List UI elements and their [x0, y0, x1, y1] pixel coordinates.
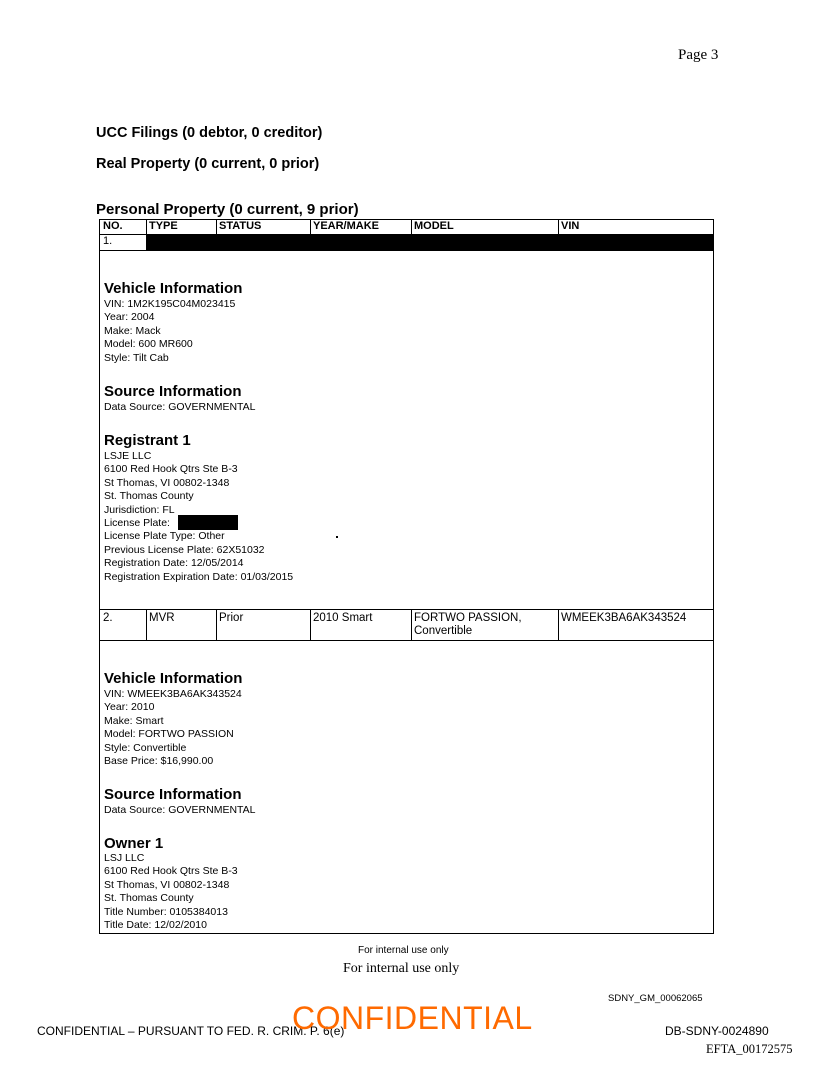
redaction-bar: [146, 234, 714, 250]
column-header-year-make: YEAR/MAKE: [313, 220, 380, 232]
ucc-filings-heading: UCC Filings (0 debtor, 0 creditor): [96, 125, 323, 141]
vehicle-vin: WMEEK3BA6AK343524: [561, 612, 687, 624]
owner-details: [104, 852, 238, 932]
detail-line: Previous License Plate: 62X51032: [104, 543, 265, 556]
column-divider: [146, 610, 147, 640]
bates-number-sdny-gm: SDNY_GM_00062065: [608, 993, 703, 1004]
detail-line: Registration Date: 12/05/2014: [104, 557, 244, 570]
detail-line: 6100 Red Hook Qtrs Ste B-3: [104, 463, 238, 476]
detail-line: Registration Expiration Date: 01/03/2015: [104, 570, 294, 583]
detail-line: St Thomas, VI 00802-1348: [104, 476, 230, 489]
license-plate-redaction: [178, 515, 238, 530]
column-header-no: NO.: [103, 220, 123, 232]
real-property-heading: Real Property (0 current, 0 prior): [96, 156, 320, 172]
detail-line: VIN: WMEEK3BA6AK343524: [104, 688, 242, 700]
detail-line: Title Date: 12/02/2010: [104, 919, 207, 932]
detail-line: St. Thomas County: [104, 892, 194, 905]
detail-line: LSJE LLC: [104, 450, 152, 462]
source-information-heading: Source Information: [104, 383, 242, 400]
source-information-details: [104, 401, 256, 414]
detail-line: Style: Convertible: [104, 741, 187, 754]
personal-property-table: [99, 219, 714, 934]
page-number: Page 3: [678, 47, 719, 63]
table-row: [100, 234, 713, 251]
personal-property-heading: Personal Property (0 current, 9 prior): [96, 201, 359, 218]
confidential-notice: CONFIDENTIAL – PURSUANT TO FED. R. CRIM. P. 6(e): [37, 1024, 345, 1038]
detail-line: Data Source: GOVERNMENTAL: [104, 804, 256, 816]
column-header-vin: VIN: [561, 220, 580, 232]
detail-line: Model: FORTWO PASSION: [104, 728, 234, 741]
detail-line: Model: 600 MR600: [104, 338, 193, 351]
detail-line: Jurisdiction: FL: [104, 503, 175, 516]
owner-heading: Owner 1: [104, 835, 164, 852]
vehicle-model: FORTWO PASSION, Convertible: [414, 612, 522, 637]
source-information-heading: Source Information: [104, 786, 242, 803]
detail-line: License Plate:: [104, 517, 170, 530]
vehicle-type: MVR: [149, 612, 175, 624]
column-divider: [411, 220, 412, 234]
efta-number: EFTA_00172575: [706, 1042, 793, 1056]
detail-line: Style: Tilt Cab: [104, 351, 169, 364]
bates-number-db-sdny: DB-SDNY-0024890: [665, 1024, 769, 1038]
detail-line: License Plate Type: Other: [104, 530, 225, 543]
vehicle-information-heading: Vehicle Information: [104, 280, 243, 297]
column-divider: [411, 610, 412, 640]
detail-line: St. Thomas County: [104, 490, 194, 503]
vehicle-year-make: 2010 Smart: [313, 612, 373, 624]
vehicle-information-heading: Vehicle Information: [104, 670, 243, 687]
vehicle-information-details: [104, 298, 235, 365]
column-divider: [558, 220, 559, 234]
detail-line: 6100 Red Hook Qtrs Ste B-3: [104, 865, 238, 878]
detail-line: Make: Mack: [104, 324, 161, 337]
registrant-heading: Registrant 1: [104, 432, 191, 449]
internal-use-note-serif: For internal use only: [343, 961, 460, 976]
row-number: 1.: [103, 235, 113, 247]
column-divider: [310, 610, 311, 640]
detail-line: Base Price: $16,990.00: [104, 755, 214, 768]
detail-line: Year: 2004: [104, 311, 155, 324]
stray-mark: [336, 536, 338, 538]
detail-line: Make: Smart: [104, 714, 164, 727]
column-divider: [216, 220, 217, 234]
column-divider: [146, 220, 147, 234]
confidential-stamp: CONFIDENTIAL: [292, 1000, 533, 1036]
internal-use-note: For internal use only: [358, 945, 449, 956]
vehicle-information-details: [104, 688, 242, 768]
detail-line: Year: 2010: [104, 701, 155, 714]
detail-line: St Thomas, VI 00802-1348: [104, 878, 230, 891]
detail-line: LSJ LLC: [104, 852, 145, 864]
detail-line: Data Source: GOVERNMENTAL: [104, 401, 256, 413]
column-divider: [310, 220, 311, 234]
column-header-status: STATUS: [219, 220, 262, 232]
row-number: 2.: [103, 612, 113, 624]
vehicle-status: Prior: [219, 612, 244, 624]
table-header-row: [100, 220, 713, 235]
column-divider: [216, 610, 217, 640]
source-information-details: [104, 804, 256, 817]
column-header-model: MODEL: [414, 220, 454, 232]
column-header-type: TYPE: [149, 220, 178, 232]
detail-line: Title Number: 0105384013: [104, 905, 228, 918]
detail-line: VIN: 1M2K195C04M023415: [104, 298, 236, 310]
table-row: [100, 609, 713, 641]
column-divider: [558, 610, 559, 640]
